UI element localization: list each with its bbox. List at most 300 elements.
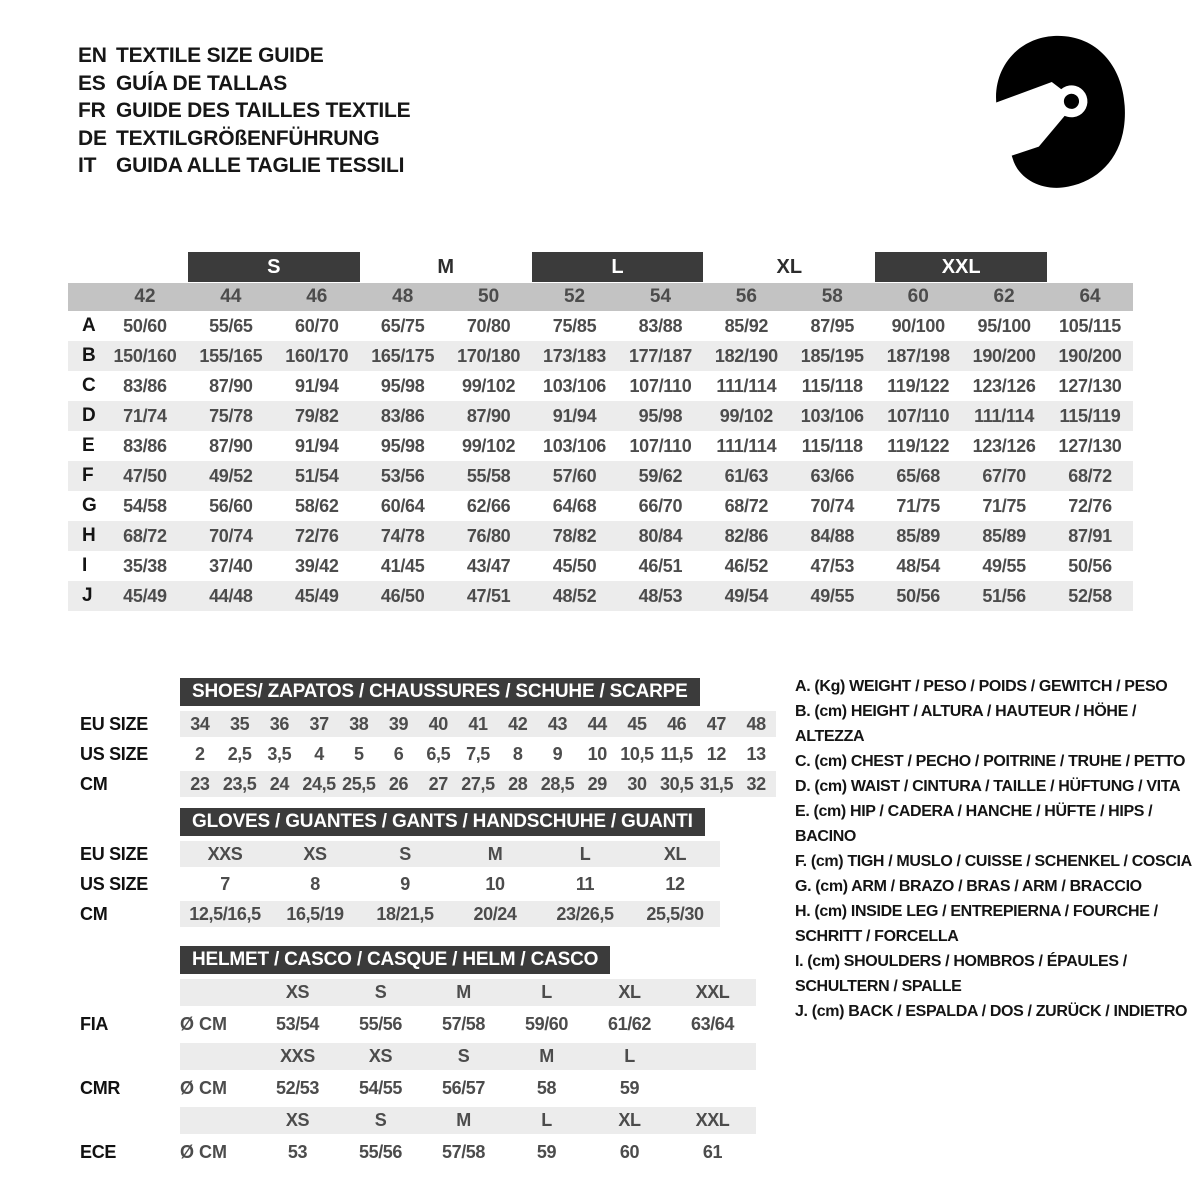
helmet-size-value: 54/55 (358, 1078, 403, 1098)
measurement-value: 177/187 (628, 345, 692, 366)
legend-item: I. (cm) SHOULDERS / HOMBROS / ÉPAULES / SCHULTERN / SPALLE (795, 953, 1127, 995)
guide-title: GUIDA ALLE TAGLIE TESSILI (116, 154, 405, 177)
measurement-value: 87/90 (466, 405, 511, 426)
size-value: 7,5 (466, 743, 490, 764)
guide-title: GUIDE DES TAILLES TEXTILE (116, 99, 411, 122)
measurement-value: 107/110 (629, 375, 692, 396)
size-value: XL (663, 843, 687, 864)
size-value: 26 (388, 773, 409, 794)
size-value: 30,5 (659, 773, 694, 794)
measurement-value: 72/76 (1068, 495, 1112, 516)
measurement-value: 44/48 (209, 585, 253, 606)
size-value: 13 (746, 743, 766, 764)
measurement-value: 75/85 (552, 315, 597, 336)
measurement-value: 58/62 (295, 495, 339, 516)
size-value: 31,5 (699, 773, 734, 794)
helmet-size-value: 52/53 (275, 1078, 320, 1098)
standard-label: FIA (80, 1014, 109, 1034)
row-values (180, 871, 720, 897)
measurement-value: 115/119 (1059, 405, 1121, 426)
measurement-value: 123/126 (972, 435, 1036, 456)
measurement-value: 91/94 (295, 435, 339, 456)
measurement-value: 84/88 (810, 525, 855, 546)
measurement-value: 79/82 (295, 405, 339, 426)
measurement-value: 111/114 (974, 405, 1035, 426)
measurement-value: 45/49 (295, 585, 339, 606)
helmet-sizes-row (80, 1107, 756, 1134)
size-value: 41 (468, 713, 488, 734)
measurement-value: 66/70 (638, 495, 683, 516)
helmet-size-value: 61/62 (607, 1014, 652, 1034)
measurement-value: 85/89 (896, 525, 940, 546)
helmet-size-value: 56/57 (441, 1078, 486, 1098)
measurement-value: 95/98 (380, 375, 425, 396)
measurement-value: 56/60 (209, 495, 253, 516)
measurement-letter: I (82, 555, 87, 576)
language-code: IT (78, 154, 97, 177)
gloves-row (80, 841, 720, 867)
measurement-value: 47/51 (466, 585, 511, 606)
helmet-size-label: XS (285, 1110, 310, 1130)
standard-label: ECE (80, 1142, 117, 1162)
measurement-value: 95/98 (380, 435, 425, 456)
measurement-value: 99/102 (461, 375, 516, 396)
measurement-value: 60/70 (295, 315, 339, 336)
row-label: EU SIZE (80, 713, 148, 734)
shoes-row (80, 711, 776, 737)
size-value: 28,5 (540, 773, 575, 794)
measurement-value: 46/50 (380, 585, 425, 606)
measurement-value: 64/68 (552, 495, 597, 516)
measurement-letter: F (82, 465, 94, 486)
legend-item: G. (cm) ARM / BRAZO / BRAS / ARM / BRACCIO (795, 878, 1142, 895)
helmet-sizes-row (80, 979, 756, 1006)
size-value: 34 (190, 713, 210, 734)
measurement-value: 119/122 (887, 435, 950, 456)
measurement-value: 47/53 (810, 555, 855, 576)
measurement-value: 65/68 (896, 465, 940, 486)
helmet-size-value: 63/64 (690, 1014, 735, 1034)
helmet-size-value: 55/56 (358, 1142, 403, 1162)
legend-item: D. (cm) WAIST / CINTURA / TAILLE / HÜFTUNG / VITA (795, 778, 1181, 795)
size-value: 44 (587, 713, 607, 734)
measurement-value: 76/80 (466, 525, 511, 546)
measurement-value: 49/54 (724, 585, 769, 606)
measurement-value: 67/70 (982, 465, 1026, 486)
measurement-row (68, 371, 1133, 401)
size-value: 32 (746, 773, 766, 794)
legend-item: C. (cm) CHEST / PECHO / POITRINE / TRUHE / PETTO (795, 753, 1186, 770)
size-value: 40 (428, 713, 448, 734)
size-value: 10,5 (620, 743, 654, 764)
shoes-size-section (80, 678, 776, 801)
row-label: CM (80, 773, 108, 794)
measurement-letter: E (82, 435, 95, 456)
row-values (180, 1011, 756, 1038)
size-column-header: 46 (306, 286, 328, 307)
helmet-size-value: 61 (702, 1142, 723, 1162)
language-code: EN (78, 44, 107, 67)
measurement-value: 68/72 (123, 525, 167, 546)
legend-item: E. (cm) HIP / CADERA / HANCHE / HÜFTE / HIPS / BACINO (795, 803, 1153, 845)
size-value: 23 (190, 773, 210, 794)
measurement-value: 87/90 (209, 435, 253, 456)
language-code: FR (78, 99, 106, 122)
language-row (78, 70, 410, 98)
size-column-header: 58 (821, 286, 843, 307)
row-label: EU SIZE (80, 843, 148, 864)
measurement-row (68, 581, 1133, 611)
size-value: 25,5/30 (646, 903, 704, 924)
size-value: 16,5/19 (286, 903, 344, 924)
measurement-value: 45/49 (123, 585, 167, 606)
size-value: 29 (587, 773, 607, 794)
size-value: 43 (547, 713, 568, 734)
measurement-value: 35/38 (123, 555, 167, 576)
helmet-size-value: 59 (536, 1142, 557, 1162)
size-value: 4 (314, 743, 324, 764)
size-value: 27,5 (461, 773, 495, 794)
measurement-value: 47/50 (123, 465, 167, 486)
helmet-size-value: 57/58 (441, 1014, 486, 1034)
helmet-size-label: XXS (280, 1046, 315, 1066)
size-value: 20/24 (473, 903, 517, 924)
measurement-value: 37/40 (209, 555, 253, 576)
helmet-size-value: 53/54 (275, 1014, 320, 1034)
measurement-value: 83/86 (380, 405, 425, 426)
guide-title: TEXTILE SIZE GUIDE (116, 44, 324, 67)
measurement-value: 62/66 (466, 495, 511, 516)
measurement-value: 41/45 (380, 555, 425, 576)
size-value: 10 (587, 743, 607, 764)
measurement-value: 127/130 (1058, 375, 1122, 396)
measurement-value: 50/60 (123, 315, 167, 336)
helmet-section-title: HELMET / CASCO / CASQUE / HELM / CASCO (180, 946, 610, 974)
size-value: 12 (665, 873, 685, 894)
size-value: 5 (353, 743, 364, 764)
row-values (180, 979, 756, 1006)
size-value: 11 (575, 873, 595, 894)
legend-item: A. (Kg) WEIGHT / PESO / POIDS / GEWITCH / PESO (795, 678, 1168, 695)
helmet-size-label: XXL (695, 982, 730, 1002)
language-row (78, 42, 410, 70)
helmet-size-value: 59 (619, 1078, 640, 1098)
helmet-size-value: 58 (536, 1078, 557, 1098)
measurement-letter: A (82, 315, 96, 336)
measurement-letter: G (82, 495, 97, 516)
measurement-value: 155/165 (199, 345, 263, 366)
size-value: 47 (706, 713, 727, 734)
measurement-letter: B (82, 345, 96, 366)
helmet-size-label: XS (285, 982, 310, 1002)
measurement-row (68, 461, 1133, 491)
measurement-value: 82/86 (724, 525, 769, 546)
measurement-value: 74/78 (380, 525, 425, 546)
size-column-header: 52 (563, 286, 586, 307)
language-code: ES (78, 71, 106, 95)
size-column-header: 56 (735, 286, 757, 307)
row-label: US SIZE (80, 873, 148, 894)
measurement-letter: D (82, 405, 96, 426)
size-value: 38 (349, 713, 369, 734)
numeric-size-column-row (68, 283, 1133, 311)
measurement-value: 48/53 (638, 585, 683, 606)
size-value: 18/21,5 (376, 903, 434, 924)
helmet-size-label: M (456, 1110, 471, 1130)
helmet-values-row (80, 1075, 756, 1102)
measurement-value: 103/106 (800, 405, 864, 426)
measurement-value: 53/56 (380, 465, 425, 486)
measurement-value: 107/110 (629, 435, 692, 456)
measurement-value: 48/54 (896, 555, 940, 576)
size-group-label: S (188, 252, 360, 282)
measurement-value: 87/95 (810, 315, 855, 336)
measurement-value: 105/115 (1059, 315, 1122, 336)
measurement-value: 45/50 (552, 555, 597, 576)
measurement-value: 61/63 (724, 465, 769, 486)
measurement-value: 57/60 (552, 465, 597, 486)
measurement-legend (795, 674, 1195, 1024)
measurement-value: 54/58 (123, 495, 167, 516)
measurement-value: 55/65 (209, 315, 253, 336)
size-value: 36 (269, 713, 289, 734)
measurement-value: 119/122 (887, 375, 950, 396)
helmet-size-label: S (374, 1110, 387, 1130)
size-value: 7 (220, 873, 230, 894)
helmet-size-label: XXL (695, 1110, 730, 1130)
size-group-header-row (68, 252, 1133, 282)
measurement-value: 111/114 (716, 435, 777, 456)
diameter-unit-label: Ø CM (180, 1142, 227, 1162)
measurement-letter: J (82, 585, 93, 606)
measurement-value: 115/118 (801, 435, 863, 456)
measurement-value: 103/106 (543, 375, 607, 396)
size-value: 6,5 (426, 743, 451, 764)
size-value: 2,5 (227, 743, 252, 764)
size-value: 10 (485, 873, 505, 894)
size-value: 24 (269, 773, 289, 794)
size-value: 12 (706, 743, 727, 764)
measurement-value: 160/170 (285, 345, 349, 366)
size-value: XS (303, 843, 327, 864)
row-values (180, 741, 776, 767)
measurement-row (68, 341, 1133, 371)
measurement-row (68, 521, 1133, 551)
measurement-value: 90/100 (891, 315, 945, 336)
measurement-value: 83/86 (123, 375, 167, 396)
measurement-value: 85/89 (982, 525, 1026, 546)
row-values (180, 841, 720, 867)
helmet-size-label: XS (368, 1046, 393, 1066)
gloves-row (80, 871, 720, 897)
size-value: S (399, 843, 411, 864)
measurement-value: 49/52 (209, 465, 253, 486)
guide-title: TEXTILGRÖßENFÜHRUNG (116, 126, 380, 150)
measurement-value: 50/56 (896, 585, 940, 606)
measurement-row (68, 311, 1133, 341)
measurement-value: 182/190 (714, 345, 778, 366)
measurement-value: 190/200 (1058, 345, 1122, 366)
measurement-value: 123/126 (972, 375, 1036, 396)
size-group-label: XL (776, 255, 803, 278)
helmet-size-value: 53 (287, 1142, 308, 1162)
shoes-row (80, 741, 776, 767)
measurement-value: 85/92 (724, 315, 769, 336)
measurement-letter: H (82, 525, 96, 546)
size-value: 24,5 (302, 773, 336, 794)
measurement-value: 60/64 (380, 495, 425, 516)
gloves-size-section (80, 808, 720, 931)
size-value: 42 (508, 713, 528, 734)
size-value: 23,5 (222, 773, 257, 794)
size-value: 35 (229, 713, 250, 734)
guide-title: GUÍA DE TALLAS (116, 71, 288, 95)
size-value: 3,5 (267, 743, 292, 764)
size-value: 46 (667, 713, 687, 734)
helmet-size-label: M (539, 1046, 554, 1066)
measurement-value: 80/84 (638, 525, 683, 546)
measurement-value: 150/160 (113, 345, 177, 366)
size-value: 25,5 (342, 773, 376, 794)
shoes-row (80, 771, 776, 797)
measurement-value: 52/58 (1068, 585, 1112, 606)
standard-label: CMR (80, 1078, 121, 1098)
measurement-value: 55/58 (466, 465, 511, 486)
measurement-value: 63/66 (810, 465, 855, 486)
measurement-value: 173/183 (543, 345, 607, 366)
row-values (180, 1107, 756, 1134)
size-value: 9 (552, 743, 563, 764)
size-value: XXS (207, 843, 243, 864)
helmet-size-label: L (541, 1110, 552, 1130)
measurement-value: 78/82 (552, 525, 597, 546)
measurement-value: 71/74 (123, 405, 167, 426)
size-column-header: 54 (649, 286, 672, 307)
size-column-header: 42 (134, 286, 156, 307)
measurement-value: 46/52 (724, 555, 769, 576)
helmet-size-value: 60 (619, 1142, 640, 1162)
measurement-value: 87/91 (1068, 525, 1112, 546)
size-column-header: 62 (993, 286, 1015, 307)
row-values (180, 1043, 756, 1070)
language-row (78, 152, 410, 180)
helmet-size-label: XL (618, 982, 641, 1002)
measurement-value: 91/94 (552, 405, 597, 426)
measurement-value: 51/54 (295, 465, 339, 486)
measurement-value: 49/55 (982, 555, 1026, 576)
helmet-sizes-row (80, 1043, 756, 1070)
size-value: 9 (400, 873, 410, 894)
diameter-unit-label: Ø CM (180, 1078, 227, 1098)
measurement-value: 71/75 (896, 495, 940, 516)
racing-helmet-icon (972, 28, 1140, 196)
helmet-size-label: M (456, 982, 471, 1002)
size-column-header: 50 (478, 286, 500, 307)
measurement-value: 99/102 (719, 405, 773, 426)
size-value: 48 (746, 713, 766, 734)
measurement-value: 115/118 (801, 375, 863, 396)
measurement-value: 127/130 (1058, 435, 1122, 456)
measurement-value: 165/175 (371, 345, 435, 366)
helmet-size-value: 59/60 (524, 1014, 569, 1034)
size-value: 39 (388, 713, 409, 734)
measurement-value: 187/198 (886, 345, 950, 366)
measurement-row (68, 491, 1133, 521)
measurement-value: 48/52 (552, 585, 597, 606)
size-value: 27 (428, 773, 448, 794)
language-row (78, 97, 410, 125)
row-label: US SIZE (80, 743, 148, 764)
measurement-value: 70/80 (466, 315, 511, 336)
size-group-label: XXL (875, 252, 1047, 282)
helmet-size-value: 55/56 (358, 1014, 403, 1034)
size-value: M (487, 843, 503, 864)
measurement-value: 99/102 (461, 435, 516, 456)
size-value: 8 (512, 743, 523, 764)
gloves-row (80, 901, 720, 927)
legend-item: H. (cm) INSIDE LEG / ENTREPIERNA / FOURCHE / SCHRITT / FORCELLA (795, 903, 1158, 945)
measurement-value: 107/110 (887, 405, 950, 426)
language-code: DE (78, 126, 107, 150)
size-value: 6 (393, 743, 404, 764)
size-column-header: 64 (1079, 286, 1101, 307)
size-group-label: L (532, 252, 704, 282)
measurement-value: 43/47 (466, 555, 511, 576)
size-value: 12,5/16,5 (189, 903, 261, 924)
measurement-value: 103/106 (543, 435, 607, 456)
size-value: 28 (508, 773, 528, 794)
size-value: 37 (309, 713, 329, 734)
measurement-value: 68/72 (724, 495, 769, 516)
measurement-value: 50/56 (1068, 555, 1112, 576)
measurement-value: 83/88 (638, 315, 683, 336)
measurement-value: 59/62 (638, 465, 683, 486)
measurement-value: 170/180 (457, 345, 521, 366)
measurement-value: 83/86 (123, 435, 167, 456)
measurement-value: 71/75 (982, 495, 1026, 516)
measurement-value: 91/94 (295, 375, 339, 396)
row-values (180, 1139, 756, 1166)
size-value: 30 (627, 773, 647, 794)
measurement-value: 95/98 (638, 405, 683, 426)
measurement-value: 87/90 (209, 375, 253, 396)
helmet-size-label: L (624, 1046, 635, 1066)
measurement-row (68, 551, 1133, 581)
row-values (180, 901, 720, 927)
row-values (180, 771, 776, 797)
legend-item: F. (cm) TIGH / MUSLO / CUISSE / SCHENKEL / COSCIA (795, 853, 1192, 870)
measurement-letter: C (82, 375, 96, 396)
size-value: 11,5 (660, 743, 693, 764)
measurement-row (68, 401, 1133, 431)
size-value: 8 (310, 873, 320, 894)
measurement-value: 75/78 (209, 405, 253, 426)
size-column-header: 60 (907, 286, 929, 307)
row-values (180, 711, 776, 737)
size-value: 45 (627, 713, 647, 734)
gloves-section-title: GLOVES / GUANTES / GANTS / HANDSCHUHE / GUANTI (180, 808, 705, 836)
language-title-list (78, 42, 410, 180)
measurement-value: 190/200 (972, 345, 1036, 366)
helmet-values-row (80, 1011, 756, 1038)
helmet-size-value: 57/58 (441, 1142, 486, 1162)
helmet-size-label: XL (618, 1110, 641, 1130)
size-value: L (579, 843, 591, 864)
helmet-size-section (80, 946, 756, 1171)
diameter-unit-label: Ø CM (180, 1014, 227, 1034)
measurement-value: 95/100 (977, 315, 1031, 336)
measurement-value: 65/75 (380, 315, 425, 336)
